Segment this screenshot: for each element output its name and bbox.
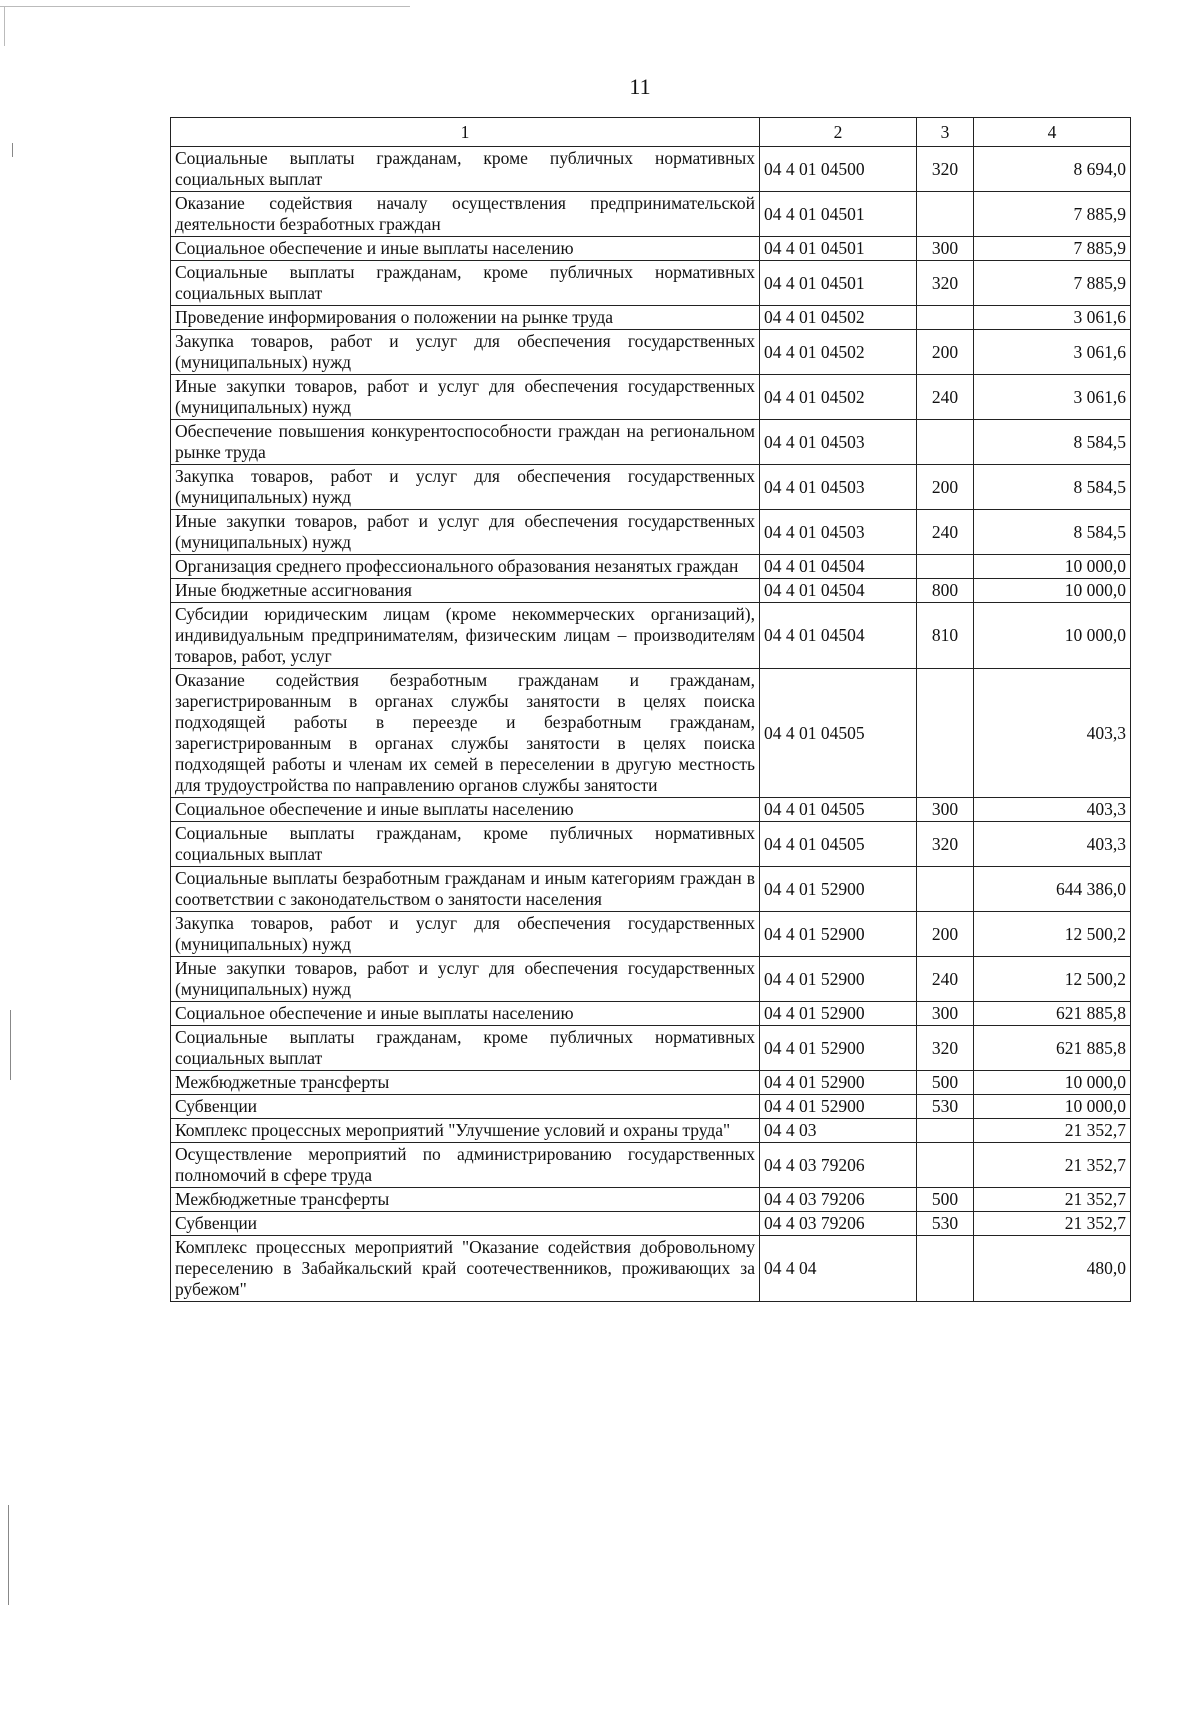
amount-cell: 644 386,0 — [974, 867, 1131, 912]
expense-type-cell — [917, 1143, 974, 1188]
item-name-cell: Субвенции — [171, 1212, 760, 1236]
item-name-cell: Комплекс процессных мероприятий "Улучшение условий и охраны труда" — [171, 1119, 760, 1143]
expense-type-cell: 320 — [917, 147, 974, 192]
expense-type-cell — [917, 555, 974, 579]
table-body — [171, 147, 1131, 1302]
target-code-cell: 04 4 03 79206 — [760, 1143, 917, 1188]
table-row — [171, 261, 1131, 306]
item-name-cell: Социальные выплаты гражданам, кроме публичных нормативных социальных выплат — [171, 147, 760, 192]
expense-type-cell: 530 — [917, 1212, 974, 1236]
item-name-cell: Социальные выплаты гражданам, кроме публичных нормативных социальных выплат — [171, 822, 760, 867]
target-code-cell: 04 4 01 04502 — [760, 330, 917, 375]
target-code-cell: 04 4 01 04502 — [760, 306, 917, 330]
item-name-cell: Иные закупки товаров, работ и услуг для обеспечения государственных (муниципальных) нужд — [171, 957, 760, 1002]
margin-mark — [12, 143, 13, 157]
item-name-cell: Социальное обеспечение и иные выплаты населению — [171, 1002, 760, 1026]
table-header-row — [171, 118, 1131, 147]
item-name-cell: Обеспечение повышения конкурентоспособности граждан на региональном рынке труда — [171, 420, 760, 465]
expense-type-cell: 240 — [917, 375, 974, 420]
table-row — [171, 375, 1131, 420]
target-code-cell: 04 4 01 04503 — [760, 465, 917, 510]
table-row — [171, 1071, 1131, 1095]
table-row — [171, 306, 1131, 330]
item-name-cell: Проведение информирования о положении на рынке труда — [171, 306, 760, 330]
target-code-cell: 04 4 01 04504 — [760, 555, 917, 579]
target-code-cell: 04 4 01 52900 — [760, 867, 917, 912]
table-row — [171, 1236, 1131, 1302]
table-row — [171, 603, 1131, 669]
budget-table — [170, 117, 1131, 1302]
table-row — [171, 510, 1131, 555]
table-row — [171, 237, 1131, 261]
item-name-cell: Оказание содействия безработным гражданам и гражданам, зарегистрированным в органах службы занятости в целях поиска подходящей работы в переезде и безработным гражданам, зарегистрированным в органах службы занятости в целях поиска подходящей работы и членам их семей в переселении в другую местность для трудоустройства по направлению органов службы занятости — [171, 669, 760, 798]
amount-cell: 12 500,2 — [974, 957, 1131, 1002]
amount-cell: 3 061,6 — [974, 330, 1131, 375]
expense-type-cell: 200 — [917, 912, 974, 957]
amount-cell: 12 500,2 — [974, 912, 1131, 957]
target-code-cell: 04 4 01 52900 — [760, 1002, 917, 1026]
expense-type-cell — [917, 867, 974, 912]
table-row — [171, 1119, 1131, 1143]
amount-cell: 8 694,0 — [974, 147, 1131, 192]
expense-type-cell: 300 — [917, 237, 974, 261]
target-code-cell: 04 4 01 04501 — [760, 261, 917, 306]
expense-type-cell — [917, 192, 974, 237]
item-name-cell: Социальные выплаты гражданам, кроме публичных нормативных социальных выплат — [171, 261, 760, 306]
target-code-cell: 04 4 01 52900 — [760, 912, 917, 957]
expense-type-cell: 300 — [917, 1002, 974, 1026]
amount-cell: 21 352,7 — [974, 1212, 1131, 1236]
expense-type-cell — [917, 669, 974, 798]
amount-cell: 480,0 — [974, 1236, 1131, 1302]
amount-cell: 10 000,0 — [974, 1095, 1131, 1119]
target-code-cell: 04 4 01 52900 — [760, 957, 917, 1002]
expense-type-cell — [917, 1236, 974, 1302]
expense-type-cell — [917, 420, 974, 465]
target-code-cell: 04 4 04 — [760, 1236, 917, 1302]
item-name-cell: Комплекс процессных мероприятий "Оказание содействия добровольному переселению в Забайкальский край соотечественников, проживающих за рубежом" — [171, 1236, 760, 1302]
expense-type-cell — [917, 1119, 974, 1143]
target-code-cell: 04 4 01 04505 — [760, 822, 917, 867]
table-row — [171, 579, 1131, 603]
item-name-cell: Социальные выплаты гражданам, кроме публичных нормативных социальных выплат — [171, 1026, 760, 1071]
margin-mark — [8, 1505, 9, 1605]
target-code-cell: 04 4 03 — [760, 1119, 917, 1143]
table-row — [171, 798, 1131, 822]
table-row — [171, 330, 1131, 375]
target-code-cell: 04 4 01 04503 — [760, 420, 917, 465]
target-code-cell: 04 4 01 04504 — [760, 579, 917, 603]
expense-type-cell: 320 — [917, 261, 974, 306]
expense-type-cell: 240 — [917, 510, 974, 555]
expense-type-cell: 320 — [917, 822, 974, 867]
amount-cell: 21 352,7 — [974, 1188, 1131, 1212]
expense-type-cell: 320 — [917, 1026, 974, 1071]
expense-type-cell: 200 — [917, 330, 974, 375]
table-row — [171, 1095, 1131, 1119]
page-number: 11 — [629, 74, 651, 99]
expense-type-cell: 530 — [917, 1095, 974, 1119]
amount-cell: 21 352,7 — [974, 1143, 1131, 1188]
table-row — [171, 555, 1131, 579]
amount-cell: 403,3 — [974, 798, 1131, 822]
amount-cell: 10 000,0 — [974, 555, 1131, 579]
column-header-2: 2 — [760, 118, 917, 147]
target-code-cell: 04 4 01 04501 — [760, 237, 917, 261]
expense-type-cell: 500 — [917, 1188, 974, 1212]
table-row — [171, 420, 1131, 465]
table-row — [171, 192, 1131, 237]
table-row — [171, 1002, 1131, 1026]
table-row — [171, 1212, 1131, 1236]
item-name-cell: Социальные выплаты безработным гражданам и иным категориям граждан в соответствии с законодательством о занятости населения — [171, 867, 760, 912]
amount-cell: 8 584,5 — [974, 510, 1131, 555]
item-name-cell: Субсидии юридическим лицам (кроме некоммерческих организаций), индивидуальным предпринимателям, физическим лицам – производителям товаров, работ, услуг — [171, 603, 760, 669]
target-code-cell: 04 4 01 04505 — [760, 669, 917, 798]
item-name-cell: Иные бюджетные ассигнования — [171, 579, 760, 603]
amount-cell: 7 885,9 — [974, 261, 1131, 306]
item-name-cell: Субвенции — [171, 1095, 760, 1119]
item-name-cell: Межбюджетные трансферты — [171, 1188, 760, 1212]
table-row — [171, 1188, 1131, 1212]
amount-cell: 403,3 — [974, 669, 1131, 798]
item-name-cell: Социальное обеспечение и иные выплаты населению — [171, 237, 760, 261]
amount-cell: 10 000,0 — [974, 579, 1131, 603]
column-header-3: 3 — [917, 118, 974, 147]
expense-type-cell: 240 — [917, 957, 974, 1002]
margin-mark — [10, 1010, 11, 1080]
target-code-cell: 04 4 01 04505 — [760, 798, 917, 822]
target-code-cell: 04 4 01 04502 — [760, 375, 917, 420]
table-row — [171, 867, 1131, 912]
item-name-cell: Закупка товаров, работ и услуг для обеспечения государственных (муниципальных) нужд — [171, 330, 760, 375]
item-name-cell: Межбюджетные трансферты — [171, 1071, 760, 1095]
item-name-cell: Закупка товаров, работ и услуг для обеспечения государственных (муниципальных) нужд — [171, 912, 760, 957]
table-row — [171, 822, 1131, 867]
item-name-cell: Организация среднего профессионального образования незанятых граждан — [171, 555, 760, 579]
table-row — [171, 147, 1131, 192]
amount-cell: 21 352,7 — [974, 1119, 1131, 1143]
amount-cell: 621 885,8 — [974, 1002, 1131, 1026]
target-code-cell: 04 4 01 52900 — [760, 1026, 917, 1071]
amount-cell: 403,3 — [974, 822, 1131, 867]
expense-type-cell: 810 — [917, 603, 974, 669]
table-row — [171, 1026, 1131, 1071]
expense-type-cell: 500 — [917, 1071, 974, 1095]
amount-cell: 3 061,6 — [974, 375, 1131, 420]
table-row — [171, 669, 1131, 798]
target-code-cell: 04 4 01 52900 — [760, 1071, 917, 1095]
expense-type-cell: 300 — [917, 798, 974, 822]
expense-type-cell: 800 — [917, 579, 974, 603]
target-code-cell: 04 4 01 04504 — [760, 603, 917, 669]
expense-type-cell — [917, 306, 974, 330]
target-code-cell: 04 4 01 04503 — [760, 510, 917, 555]
target-code-cell: 04 4 01 04500 — [760, 147, 917, 192]
table-row — [171, 465, 1131, 510]
item-name-cell: Осуществление мероприятий по администрированию государственных полномочий в сфере труда — [171, 1143, 760, 1188]
table-row — [171, 912, 1131, 957]
expense-type-cell: 200 — [917, 465, 974, 510]
column-header-4: 4 — [974, 118, 1131, 147]
amount-cell: 621 885,8 — [974, 1026, 1131, 1071]
table-row — [171, 957, 1131, 1002]
target-code-cell: 04 4 01 52900 — [760, 1095, 917, 1119]
amount-cell: 7 885,9 — [974, 237, 1131, 261]
amount-cell: 10 000,0 — [974, 603, 1131, 669]
amount-cell: 7 885,9 — [974, 192, 1131, 237]
target-code-cell: 04 4 03 79206 — [760, 1212, 917, 1236]
item-name-cell: Социальное обеспечение и иные выплаты населению — [171, 798, 760, 822]
column-header-1: 1 — [171, 118, 760, 147]
scan-edge-left — [4, 6, 5, 46]
item-name-cell: Закупка товаров, работ и услуг для обеспечения государственных (муниципальных) нужд — [171, 465, 760, 510]
target-code-cell: 04 4 01 04501 — [760, 192, 917, 237]
amount-cell: 8 584,5 — [974, 420, 1131, 465]
item-name-cell: Оказание содействия началу осуществления предпринимательской деятельности безработных граждан — [171, 192, 760, 237]
target-code-cell: 04 4 03 79206 — [760, 1188, 917, 1212]
amount-cell: 10 000,0 — [974, 1071, 1131, 1095]
table-row — [171, 1143, 1131, 1188]
amount-cell: 8 584,5 — [974, 465, 1131, 510]
item-name-cell: Иные закупки товаров, работ и услуг для обеспечения государственных (муниципальных) нужд — [171, 375, 760, 420]
amount-cell: 3 061,6 — [974, 306, 1131, 330]
item-name-cell: Иные закупки товаров, работ и услуг для обеспечения государственных (муниципальных) нужд — [171, 510, 760, 555]
scan-edge-top — [0, 6, 410, 7]
